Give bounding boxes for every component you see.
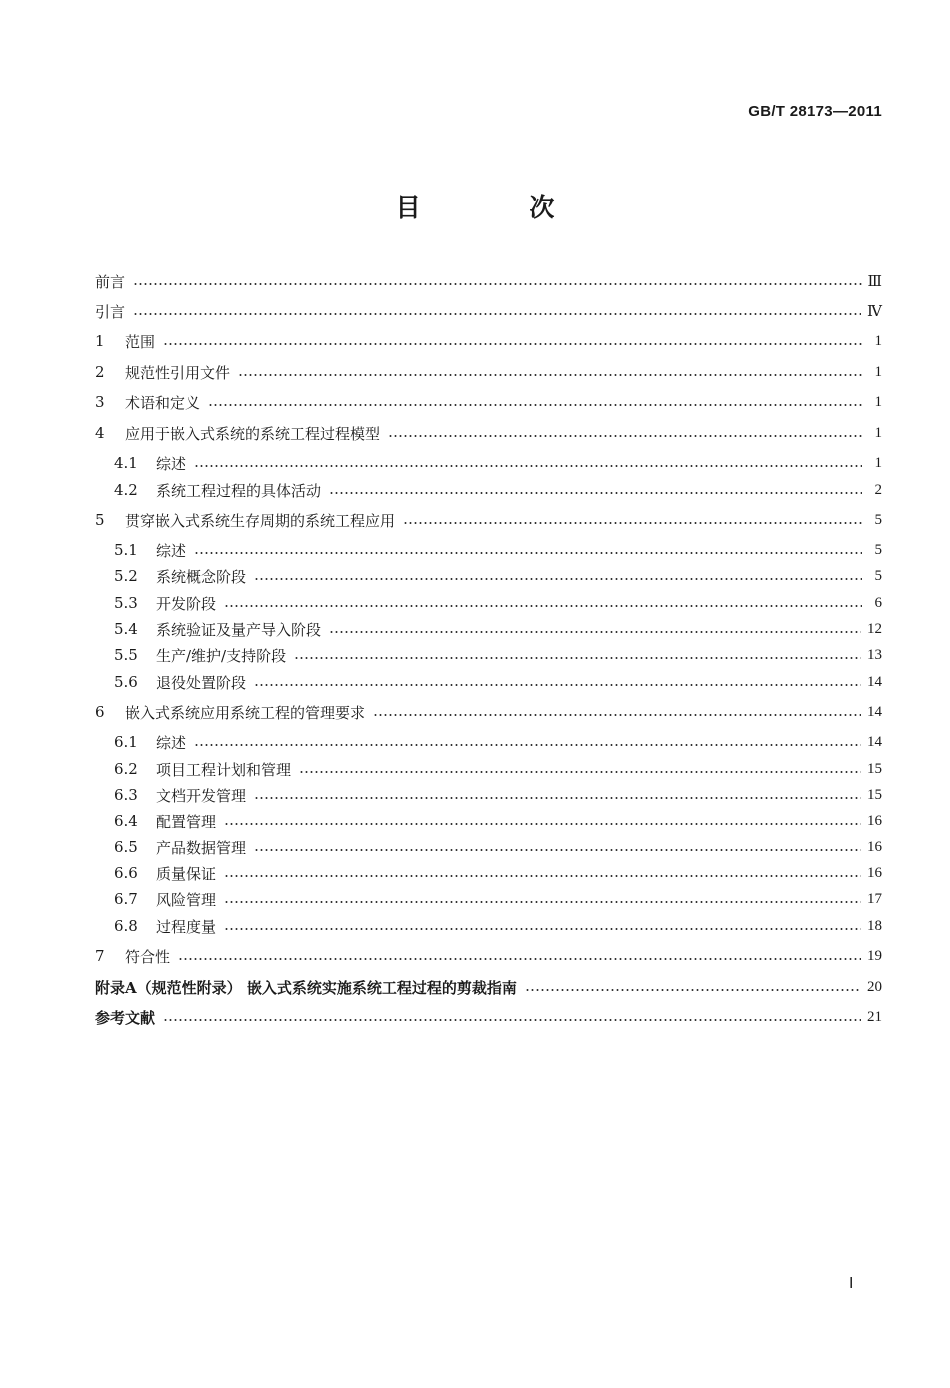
toc-entry-page: 12: [867, 620, 882, 637]
toc-entry-number: 4.2: [114, 481, 138, 499]
dot-leader: [254, 849, 861, 851]
toc-entry-6-6[interactable]: [114, 862, 882, 884]
dot-leader: [329, 631, 861, 633]
toc-entry-page: 16: [867, 812, 882, 829]
toc-entry-number: 6: [95, 703, 105, 721]
toc-entry-title: 范围: [125, 332, 156, 351]
toc-entry-title: 综述: [156, 454, 187, 473]
toc-entry-number: 6.1: [114, 733, 138, 751]
toc-entry-page: 14: [867, 673, 882, 690]
dot-leader: [194, 552, 862, 554]
toc-entry-5[interactable]: [95, 509, 882, 531]
toc-entry-6-1[interactable]: [114, 731, 882, 753]
toc-entry-page: 19: [867, 947, 882, 964]
toc-entry-number: 6.5: [114, 838, 138, 856]
toc-entry-number: 1: [95, 332, 105, 350]
dot-leader: [163, 1019, 861, 1021]
dot-leader: [224, 875, 861, 877]
toc-entry-page: 16: [867, 838, 882, 855]
toc-entry-page: 1: [874, 454, 882, 471]
toc-entry-title: 系统工程过程的具体活动: [156, 481, 322, 500]
table-of-contents: [95, 0, 882, 1040]
toc-entry-number: 4: [95, 424, 105, 442]
toc-entry-number: 7: [95, 947, 105, 965]
toc-entry-3[interactable]: [95, 391, 882, 413]
toc-entry-title: 前言: [95, 272, 126, 291]
dot-leader: [238, 374, 862, 376]
dot-leader: [388, 435, 862, 437]
toc-entry-title: 配置管理: [156, 812, 217, 831]
toc-entry-5-1[interactable]: [114, 539, 882, 561]
toc-entry-title: 退役处置阶段: [156, 673, 247, 692]
toc-entry-page: 17: [867, 890, 882, 907]
toc-entry-page: 20: [867, 978, 882, 995]
standard-code: GB/T 28173—2011: [748, 103, 882, 120]
toc-entry-4[interactable]: [95, 422, 882, 444]
toc-entry-number: 5.5: [114, 646, 138, 664]
toc-entry-title: 生产/维护/支持阶段: [156, 646, 287, 665]
toc-entry-5-4[interactable]: [114, 618, 882, 640]
dot-leader: [254, 797, 861, 799]
toc-entry-page: 1: [874, 332, 882, 349]
toc-entry-title: 贯穿嵌入式系统生存周期的系统工程应用: [125, 511, 396, 530]
dot-leader: [525, 989, 861, 991]
toc-entry-title: 符合性: [125, 947, 171, 966]
dot-leader: [224, 823, 861, 825]
toc-entry-6[interactable]: [95, 701, 882, 723]
toc-entry-6-7[interactable]: [114, 888, 882, 910]
toc-entry-page: 16: [867, 864, 882, 881]
toc-entry-bibliography[interactable]: [95, 1006, 882, 1028]
toc-entry-6-3[interactable]: [114, 784, 882, 806]
toc-entry-5-2[interactable]: [114, 565, 882, 587]
toc-entry-page: 14: [867, 733, 882, 750]
toc-entry-number: 5.2: [114, 567, 138, 585]
dot-leader: [224, 901, 861, 903]
toc-entry-5-6[interactable]: [114, 671, 882, 693]
toc-entry-page: 18: [867, 917, 882, 934]
toc-entry-page: 15: [867, 786, 882, 803]
toc-entry-title: 综述: [156, 541, 187, 560]
toc-entry-page: 5: [874, 567, 882, 584]
dot-leader: [254, 684, 861, 686]
dot-leader: [373, 714, 861, 716]
toc-entry-number: 5.3: [114, 594, 138, 612]
toc-entry-6-5[interactable]: [114, 836, 882, 858]
toc-entry-number: 5: [95, 511, 105, 529]
toc-entry-page: 15: [867, 760, 882, 777]
toc-entry-title: 术语和定义: [125, 393, 201, 412]
dot-leader: [329, 492, 862, 494]
toc-entry-number: 6.8: [114, 917, 138, 935]
toc-entry-title: 综述: [156, 733, 187, 752]
toc-entry-1[interactable]: [95, 330, 882, 352]
dot-leader: [178, 958, 861, 960]
toc-entry-title: 规范性引用文件: [125, 363, 231, 382]
toc-entry-5-3[interactable]: [114, 592, 882, 614]
toc-entry-number: 6.2: [114, 760, 138, 778]
toc-entry-preface[interactable]: [95, 270, 882, 292]
toc-entry-6-2[interactable]: [114, 758, 882, 780]
toc-entry-title: 引言: [95, 302, 126, 321]
toc-entry-6-4[interactable]: [114, 810, 882, 832]
toc-entry-page: 1: [874, 424, 882, 441]
toc-entry-page: 21: [867, 1008, 882, 1025]
dot-leader: [299, 771, 861, 773]
toc-entry-6-8[interactable]: [114, 915, 882, 937]
toc-entry-title: 开发阶段: [156, 594, 217, 613]
toc-entry-title: 质量保证: [156, 864, 217, 883]
toc-entry-page: 5: [874, 541, 882, 558]
toc-entry-title: 嵌入式系统应用系统工程的管理要求: [125, 703, 366, 722]
toc-entry-page: 13: [867, 646, 882, 663]
toc-entry-title: 产品数据管理: [156, 838, 247, 857]
toc-entry-title: 参考文献: [95, 1008, 156, 1027]
toc-entry-title: 文档开发管理: [156, 786, 247, 805]
toc-entry-4-1[interactable]: [114, 452, 882, 474]
toc-entry-5-5[interactable]: [114, 644, 882, 666]
dot-leader: [224, 605, 862, 607]
toc-entry-title: 应用于嵌入式系统的系统工程过程模型: [125, 424, 381, 443]
toc-entry-page: 6: [874, 594, 882, 611]
toc-title: 目 次: [395, 193, 605, 222]
toc-entry-number: 3: [95, 393, 105, 411]
toc-entry-page: Ⅳ: [867, 303, 882, 320]
dot-leader: [133, 283, 862, 285]
dot-leader: [403, 522, 862, 524]
toc-entry-2[interactable]: [95, 361, 882, 383]
toc-entry-7[interactable]: [95, 945, 882, 967]
toc-entry-number: 6.6: [114, 864, 138, 882]
toc-entry-number: 4.1: [114, 454, 138, 472]
dot-leader: [294, 657, 861, 659]
toc-entry-title: 系统验证及量产导入阶段: [156, 620, 322, 639]
toc-entry-introduction[interactable]: [95, 300, 882, 322]
toc-entry-number: 2: [95, 363, 105, 381]
dot-leader: [224, 928, 861, 930]
toc-entry-title: 系统概念阶段: [156, 567, 247, 586]
toc-entry-4-2[interactable]: [114, 479, 882, 501]
dot-leader: [254, 578, 862, 580]
toc-entry-number: 6.7: [114, 890, 138, 908]
toc-entry-page: 5: [874, 511, 882, 528]
dot-leader: [194, 465, 862, 467]
toc-entry-number: 5.6: [114, 673, 138, 691]
dot-leader: [194, 744, 861, 746]
toc-entry-number: 6.4: [114, 812, 138, 830]
toc-entry-number: 5.4: [114, 620, 138, 638]
toc-entry-page: Ⅲ: [867, 273, 882, 290]
toc-entry-title: 过程度量: [156, 917, 217, 936]
toc-entry-page: 1: [874, 363, 882, 380]
dot-leader: [163, 343, 862, 345]
dot-leader: [133, 313, 861, 315]
toc-entry-page: 1: [874, 393, 882, 410]
toc-entry-number: 5.1: [114, 541, 138, 559]
toc-entry-title: 附录A（规范性附录） 嵌入式系统实施系统工程过程的剪裁指南: [95, 978, 517, 997]
toc-entry-annex-a[interactable]: [95, 976, 882, 998]
toc-entry-page: 14: [867, 703, 882, 720]
toc-entry-title: 风险管理: [156, 890, 217, 909]
footer-page-number: Ⅰ: [849, 1276, 854, 1292]
dot-leader: [208, 404, 862, 406]
toc-entry-title: 项目工程计划和管理: [156, 760, 292, 779]
toc-entry-number: 6.3: [114, 786, 138, 804]
toc-entry-page: 2: [874, 481, 882, 498]
